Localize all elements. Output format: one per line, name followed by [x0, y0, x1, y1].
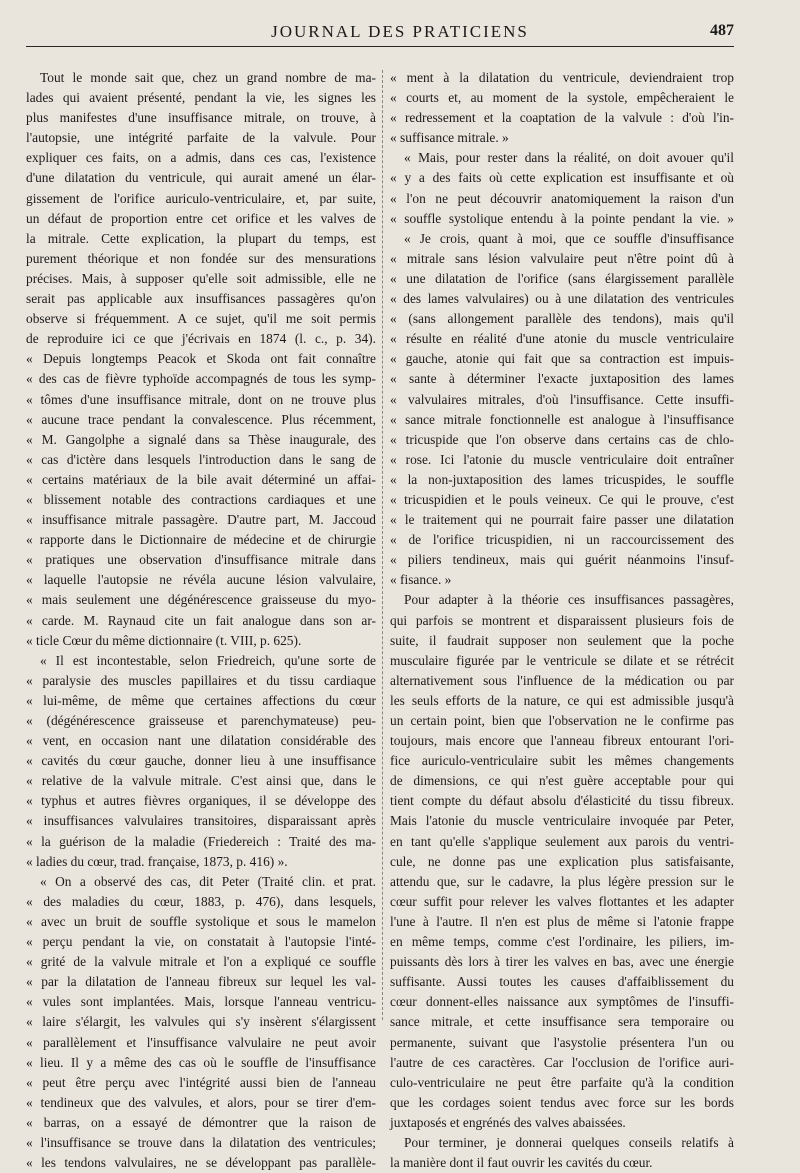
text-line: « On a observé des cas, dit Peter (Traité clin. et prat. — [40, 873, 376, 889]
text-line: « mais seulement une dégénérescence graisseuse du myo- — [26, 592, 376, 608]
text-line: cœur suffit pour relever les valves flottantes et les adapter — [390, 893, 734, 909]
text-line: l'autopsie, une intégrité parfaite de la valvule. Pour — [26, 130, 376, 146]
text-line: « blissement notable des contractions cardiaques et une — [26, 491, 376, 507]
text-line: « piliers tendineux, mais qui guérit néanmoins l'insuf- — [390, 552, 734, 568]
text-line: « lieu. Il y a même des cas où le souffle de l'insuffisance — [26, 1054, 376, 1070]
text-line: puissants dès lors à tirer les valves en bas, avec une énergie — [390, 954, 734, 970]
text-line: la manière dont il faut ouvrir les cavités du cœur. — [390, 1155, 653, 1171]
text-line: « vules sont implantées. Mais, lorsque l'anneau ventricu- — [26, 994, 376, 1010]
text-line: « perçu pendant la vie, on constatait à l'autopsie l'inté- — [26, 934, 376, 950]
text-line: observe si fréquemment. A ce sujet, qu'il me soit permis — [26, 311, 376, 327]
text-line: en même temps, comme c'est l'ordinaire, les piliers, im- — [390, 934, 734, 950]
text-line: « insuffisance mitrale passagère. D'autre part, M. Jaccoud — [26, 512, 376, 528]
text-line: « fisance. » — [390, 572, 452, 588]
text-line: sance mitrale, et cette insuffisance sera temporaire ou — [390, 1014, 734, 1030]
text-line: l'une à l'autre. Il n'en est plus de même si l'atonie frappe — [390, 913, 734, 929]
text-line: « des lames valvulaires) ou à une dilatation des ventricules — [390, 291, 734, 307]
text-line: « ladies du cœur, trad. française, 1873, p. 416) ». — [26, 853, 288, 869]
text-line: « cavités du cœur gauche, donner lieu à une insuffisance — [26, 753, 376, 769]
text-line: gissement de l'orifice auriculo-ventriculaire, et, par suite, — [26, 190, 376, 206]
text-line: « y a des faits où cette explication est insuffisante et où — [390, 170, 734, 186]
text-line: tient compte du défaut absolu d'élasticité du tissu fibreux. — [390, 793, 734, 809]
text-line: « certains matériaux de la bile avait déterminé un affai- — [26, 471, 376, 487]
text-line: « tômes d'une insuffisance mitrale, dont on ne trouve plus — [26, 391, 376, 407]
text-line: fice auriculo-ventriculaire subit les mêmes changements — [390, 753, 734, 769]
text-line: « peut être perçu avec l'intégrité aussi bien de l'anneau — [26, 1074, 376, 1090]
text-line: « ment à la dilatation du ventricule, deviendraient trop — [390, 70, 734, 85]
text-line: « parallèlement et l'insuffisance valvulaire ne peut avoir — [26, 1034, 376, 1050]
text-line: « la non-juxtaposition des lames tricuspides, le souffle — [390, 471, 734, 487]
text-line: Mais l'atonie du muscle ventriculaire invoquée par Peter, — [390, 813, 734, 829]
text-line: « M. Gangolphe a signalé dans sa Thèse inaugurale, des — [26, 431, 376, 447]
text-line: « typhus et autres fièvres organiques, il se développe des — [26, 793, 376, 809]
text-line: l'autre de ces caractères. Car l'occlusion de l'orifice auri- — [390, 1054, 734, 1070]
left-column — [26, 68, 376, 1173]
text-line: qui parfois se montrent et disparaissent plusieurs fois de — [390, 612, 734, 628]
column-divider — [382, 70, 383, 1020]
text-line: « redressement et la coaptation de la valvule : d'où l'in- — [390, 110, 734, 126]
text-line: « cas d'ictère dans lesquels l'introduction dans le sang de — [26, 451, 376, 467]
text-line: culo-ventriculaire ne peut être parfaite qu'à la condition — [390, 1074, 734, 1090]
text-line: de dimensions, ce qui n'est guère acceptable pour qui — [390, 773, 734, 789]
text-line: Tout le monde sait que, chez un grand nombre de ma- — [40, 70, 376, 85]
text-line: « le traitement qui ne pourrait faire passer une dilatation — [390, 512, 734, 528]
text-line: « (dégénérescence graisseuse et parenchymateuse) peu- — [26, 713, 376, 728]
text-line: « des cas de fièvre typhoïde accompagnés de tous les symp- — [26, 371, 376, 387]
text-line: « avec un bruit de souffle systolique et sous le mamelon — [26, 913, 376, 929]
text-line: « valvulaires mitrales, d'où l'insuffisance. Cette insuffi- — [390, 391, 734, 407]
text-line: « relative de la valvule mitrale. C'est ainsi que, dans le — [26, 773, 376, 789]
text-line: juxtaposés et engrénés des valves abaissées. — [390, 1114, 626, 1130]
text-line: « tricuspide que l'on observe dans certains cas de chlo- — [390, 431, 734, 447]
text-line: « aucune trace pendant la convalescence. Plus récemment, — [26, 411, 376, 427]
text-line: lades qui avaient présenté, pendant la vie, les signes les — [26, 90, 376, 106]
text-line: « rapporte dans le Dictionnaire de médecine et de chirurgie — [26, 532, 376, 548]
text-line: « carde. M. Raynaud cite un fait analogue dans son ar- — [26, 612, 376, 628]
text-line: musculaire figurée par le ventricule se dilate et se rétrécit — [390, 652, 734, 668]
text-line: cœur donnent-elles naissance aux symptômes de l'insuffi- — [390, 994, 734, 1010]
text-line: « paralysie des muscles papillaires et du tissu cardiaque — [26, 672, 376, 688]
text-line: « insuffisances valvulaires transitoires, disparaissant après — [26, 813, 376, 829]
text-line: « rose. Ici l'atonie du muscle ventriculaire doit entraîner — [390, 451, 734, 467]
text-line: « gauche, atonie qui fait que sa contraction est impuis- — [390, 351, 734, 367]
text-line: alternativement sous l'influence de la médication ou par — [390, 672, 734, 688]
text-line: « sante à déterminer l'exacte juxtaposition des lames — [390, 371, 734, 387]
text-line: « laire s'élargit, les valvules qui s'y insèrent s'élargissent — [26, 1014, 376, 1030]
text-line: « Depuis longtemps Peacok et Skoda ont fait connaître — [26, 351, 376, 367]
text-line: « courts et, au moment de la systole, empêcheraient le — [390, 90, 734, 106]
text-line: que les cordages soient tendus avec force sur les bords — [390, 1094, 734, 1110]
text-line: « mitrale sans lésion valvulaire peut n'être point dû à — [390, 250, 734, 266]
text-line: « l'on ne peut découvrir anatomiquement la raison d'un — [390, 190, 734, 206]
header-rule — [26, 46, 734, 47]
text-line: serait pas applicable aux insuffisances passagères qu'on — [26, 291, 376, 307]
text-line: Pour adapter à la théorie ces insuffisances passagères, — [404, 592, 734, 608]
text-line: Pour terminer, je donnerai quelques conseils relatifs à — [404, 1134, 734, 1150]
text-line: « tricuspidien et le pouls veineux. Ce qui le prouve, c'est — [390, 491, 734, 507]
text-line: suffisante. Aussi toutes les causes d'affaiblissement du — [390, 974, 734, 990]
text-line: « tendineux que des valvules, et alors, pour se tirer d'em- — [26, 1094, 376, 1110]
text-line: « par la dilatation de l'anneau fibreux sur lequel les val- — [26, 974, 376, 990]
text-line: purement théorique et non fondée sur des mensurations — [26, 250, 376, 266]
text-line: en tant qu'elle s'applique seulement aux parois du ventri- — [390, 833, 734, 849]
text-line: « une dilatation de l'orifice (sans élargissement parallèle — [390, 270, 734, 286]
journal-title: JOURNAL DES PRATICIENS — [271, 22, 529, 41]
page-number: 487 — [710, 22, 734, 39]
text-line: « lui-même, de même que certaines affections du cœur — [26, 692, 376, 708]
text-line: un défaut de proportion entre cet orifice et les valves de — [26, 210, 376, 226]
text-line: un certain point, bien que l'observation ne le confirme pas — [390, 713, 734, 728]
running-header — [0, 22, 800, 46]
text-line: la mitrale. Cette explication, la plupart du temps, est — [26, 230, 376, 246]
text-line: « pratiques une observation d'insuffisance mitrale dans — [26, 552, 376, 568]
text-line: « Il est incontestable, selon Friedreich, qu'une sorte de — [40, 652, 376, 668]
text-line: cule, ne donne pas une explication plus satisfaisante, — [390, 853, 734, 869]
text-line: d'une dilatation du ventricule, qui aurait amené un élar- — [26, 170, 376, 186]
text-line: « laquelle l'autopsie ne révéla aucune lésion valvulaire, — [26, 572, 376, 588]
text-line: « Je crois, quant à moi, que ce souffle d'insuffisance — [404, 230, 734, 246]
text-line: « l'insuffisance se trouve dans la dilatation des ventricules; — [26, 1134, 376, 1150]
text-line: « suffisance mitrale. » — [390, 130, 509, 146]
text-line: expliquer ces faits, on a admis, dans ces cas, l'existence — [26, 150, 376, 166]
text-line: précises. Mais, à supposer qu'elle soit admissible, elle ne — [26, 270, 376, 286]
text-line: attendu que, sur le cadavre, la plus légère pression sur le — [390, 873, 734, 889]
text-line: « Mais, pour rester dans la réalité, on doit avouer qu'il — [404, 150, 734, 166]
text-line: « barras, on a essayé de démontrer que la raison de — [26, 1114, 376, 1130]
text-line: toujours, mais encore que l'anneau fibreux entourant l'ori- — [390, 733, 734, 749]
text-line: de reproduire ici ce que j'écrivais en 1874 (l. c., p. 34). — [26, 331, 376, 347]
text-line: « ticle Cœur du même dictionnaire (t. VIII, p. 625). — [26, 632, 302, 648]
text-line: suite, il faudrait supposer non seulement que la poche — [390, 632, 734, 648]
right-column — [390, 68, 734, 1173]
text-line: « de l'orifice tricuspidien, ni un raccourcissement des — [390, 532, 734, 548]
text-line: « vent, en occasion nant une dilatation considérable des — [26, 733, 376, 749]
text-line: « résulte en réalité d'une atonie du muscle ventriculaire — [390, 331, 734, 347]
text-line: les seuls efforts de la nature, ce qui est admissible jusqu'à — [390, 692, 734, 708]
text-line: permanente, suivant que l'asystolie présentera l'un ou — [390, 1034, 734, 1050]
text-line: plus manifestes d'une insuffisance mitrale, on trouve, à — [26, 110, 376, 126]
text-line: « grité de la valvule mitrale et l'on a expliqué ce souffle — [26, 954, 376, 970]
text-line: « sance mitrale fonctionnelle est analogue à l'insuffisance — [390, 411, 734, 427]
text-line: « les tendons valvulaires, ne se développant pas parallèle- — [26, 1155, 376, 1171]
text-line: « la guérison de la maladie (Friedereich : Traité des ma- — [26, 833, 376, 849]
text-line: « (sans allongement parallèle des tendons), mais qu'il — [390, 311, 734, 327]
text-line: « souffle systolique entendu à la pointe pendant la vie. » — [390, 210, 734, 226]
text-line: « des maladies du cœur, 1883, p. 476), dans lesquels, — [26, 893, 376, 909]
